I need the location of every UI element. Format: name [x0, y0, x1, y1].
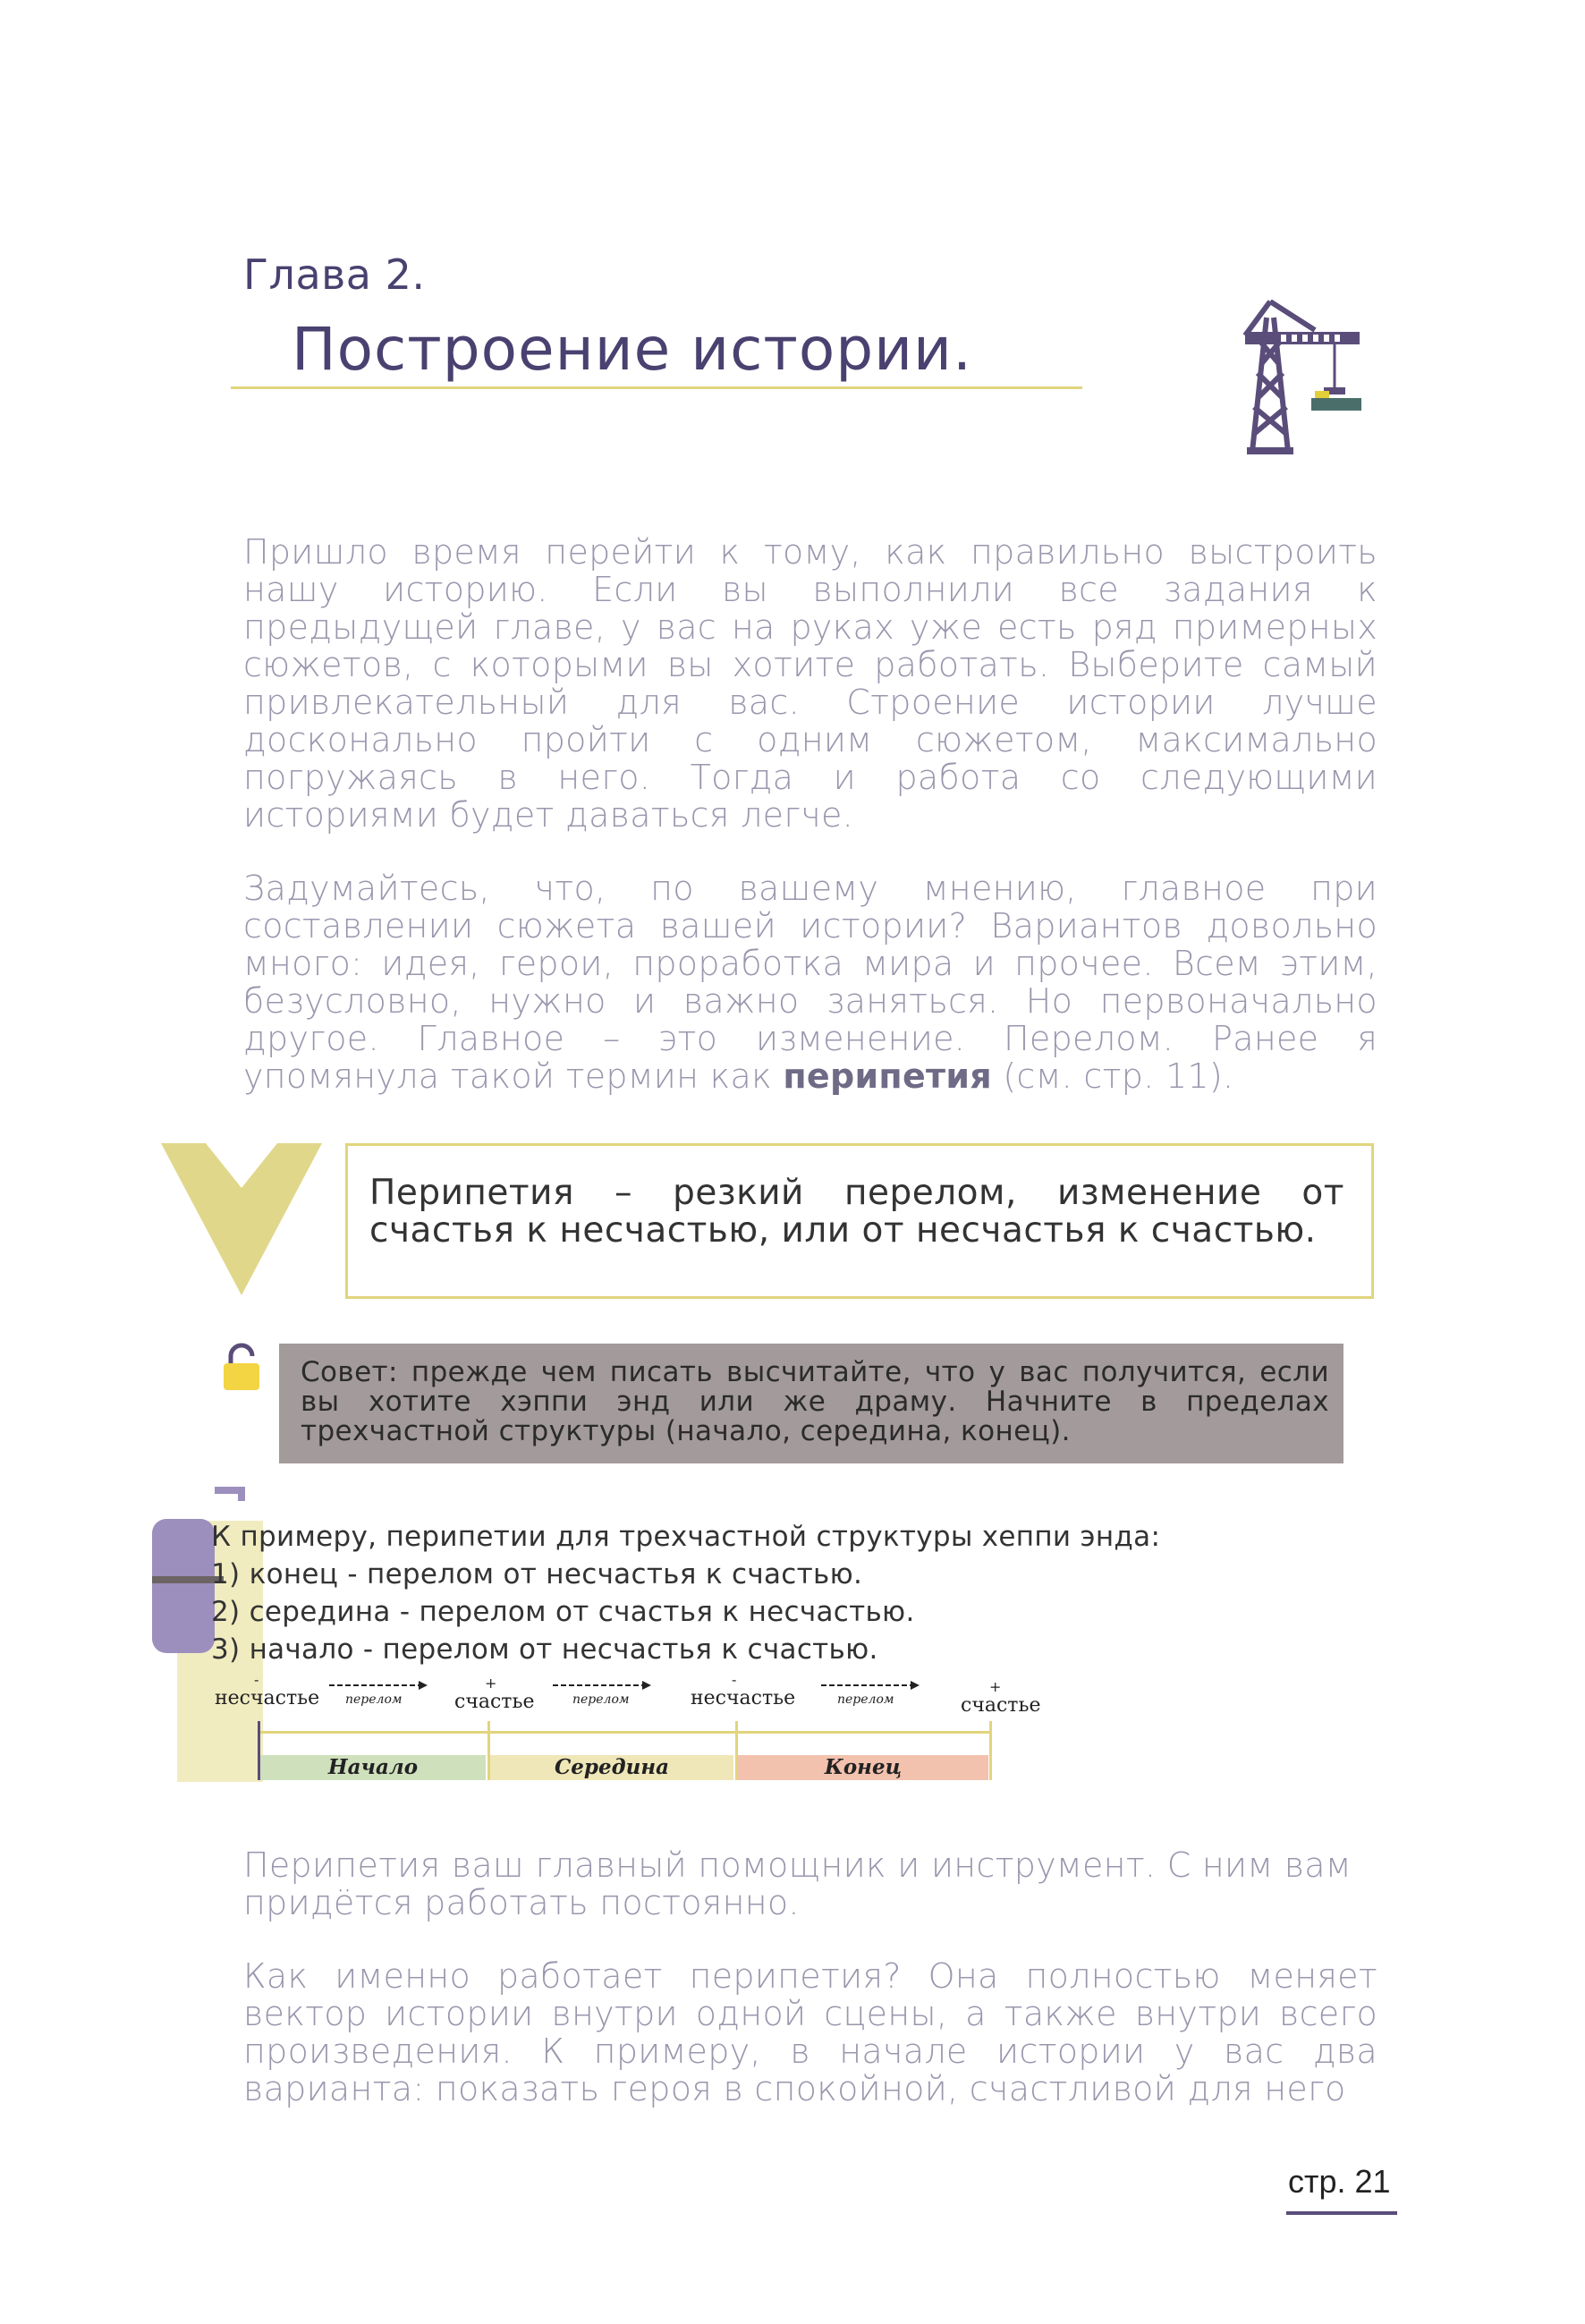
state-sign: -	[732, 1671, 737, 1688]
chevron-down-icon	[161, 1143, 322, 1295]
chapter-title: Построение истории.	[292, 315, 972, 384]
state-sign: +	[989, 1678, 1002, 1695]
state-label: несчастье	[691, 1687, 796, 1709]
page-number-underline	[1286, 2211, 1397, 2215]
paragraph-helper: Перипетия ваш главный помощник и инструмент. С ним вам придётся работать постоянно.	[243, 1845, 1352, 1922]
chapter-label: Глава 2.	[243, 250, 426, 299]
arrow-label: перелом	[345, 1692, 403, 1707]
state-label: несчастье	[215, 1687, 320, 1709]
definition-box	[345, 1143, 1374, 1299]
list-item: 2) середина - перелом от счастья к несчастью.	[211, 1596, 915, 1628]
tip-box	[279, 1344, 1343, 1463]
timeline-line	[258, 1731, 991, 1734]
lock-icon	[222, 1342, 261, 1392]
state-label: счастье	[454, 1691, 535, 1713]
segment-start: Начало	[260, 1755, 486, 1780]
arrow-label: перелом	[837, 1692, 894, 1707]
paragraph-text-end: (см. стр. 11).	[992, 1056, 1234, 1096]
state-sign: +	[485, 1675, 497, 1692]
example-intro: К примеру, перипетии для трехчастной структуры хеппи энда:	[211, 1521, 1161, 1553]
paragraph-main-question	[243, 869, 1377, 1095]
state-sign: -	[254, 1671, 259, 1688]
paragraph-intro: Пришло время перейти к тому, как правильно выстроить нашу историю. Если вы выполнили все задания к предыдущей главе, у вас на руках уже есть ряд примерных сюжетов, с которыми вы хотите работать. Выберите самый привлекательный для вас. Строение истории лучше досконально пройти с одним сюжетом, максимально погружаясь в него. Тогда и работа со следующими историями будет даваться легче.	[243, 532, 1377, 835]
page-number: стр. 21	[1288, 2163, 1391, 2200]
segment-middle: Середина	[490, 1755, 733, 1780]
state-label: счастье	[961, 1694, 1041, 1717]
segment-end: Конец	[738, 1755, 988, 1780]
definition-text: Перипетия – резкий перелом, изменение от счастья к несчастью, или от несчастья к счастью.	[369, 1173, 1344, 1251]
arrow-icon	[821, 1680, 920, 1691]
paragraph-how-it-works: Как именно работает перипетия? Она полностью меняет вектор истории внутри одной сцены, а также внутри всего произведения. К примеру, в начале истории у вас два варианта: показать героя в спокойной, счастливой для него	[243, 1956, 1377, 2108]
term-highlight: перипетия	[783, 1056, 992, 1096]
crane-icon	[1225, 300, 1369, 456]
title-underline	[231, 386, 1082, 389]
tip-text: Совет: прежде чем писать высчитайте, что у вас получится, если вы хотите хэппи энд или же драму. Начните в пределах трехчастной структуры (начало, середина, конец).	[301, 1356, 1329, 1447]
arrow-icon	[553, 1680, 651, 1691]
arrow-icon	[329, 1680, 428, 1691]
paragraph-text: Задумайтесь, что, по вашему мнению, главное при составлении сюжета вашей истории? Вариантов довольно много: идея, герои, проработка мира и прочее. Всем этим, безусловно, нужно и важно заняться. Но первоначально другое. Главное – это изменение. Перелом. Ранее я упомянула такой термин как	[243, 869, 1377, 1096]
arrow-label: перелом	[572, 1692, 630, 1707]
timeline-tick	[989, 1721, 992, 1780]
list-item: 1) конец - перелом от несчастья к счастью.	[211, 1558, 863, 1590]
list-item: 3) начало - перелом от несчастья к счастью.	[211, 1633, 878, 1666]
